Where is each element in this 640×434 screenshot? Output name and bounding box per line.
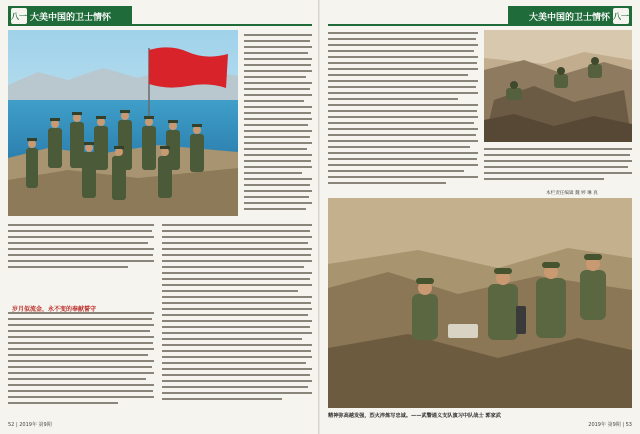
left-header-bar	[8, 6, 132, 26]
left-body-column-3	[244, 32, 312, 216]
right-header-title: 大美中国的卫士情怀	[528, 12, 610, 23]
left-header-title: 大美中国的卫士情怀	[30, 12, 112, 23]
left-body-column-2	[162, 222, 312, 412]
left-header-rule	[132, 24, 312, 26]
left-subhead: 岁月似流金，永不变的奉献誓守	[12, 306, 97, 313]
right-header-rule	[328, 24, 508, 26]
left-body-column-1	[8, 222, 154, 412]
right-body-column-1	[328, 30, 478, 190]
right-header-bar	[508, 6, 632, 26]
right-folio: 2019年 第9期 | 53	[588, 422, 632, 428]
right-page	[320, 0, 640, 434]
editor-credit: 本栏责任编辑 魏 婷 琳 真	[546, 191, 598, 196]
bayi-emblem-icon: 八一	[613, 8, 629, 24]
left-folio: 52 | 2019年 第9期	[8, 422, 52, 428]
right-body-column-2	[484, 146, 632, 196]
flag-salute-photo	[8, 30, 238, 216]
photo-caption: 精神弥高越发强，烈火淬炼写忠诚。——武警通义支队演习中队战士 郭家武	[328, 413, 501, 419]
bayi-emblem-icon: 八一	[11, 8, 27, 24]
soldiers-rocks-photo	[484, 30, 632, 142]
soldiers-resting-photo	[328, 198, 632, 408]
